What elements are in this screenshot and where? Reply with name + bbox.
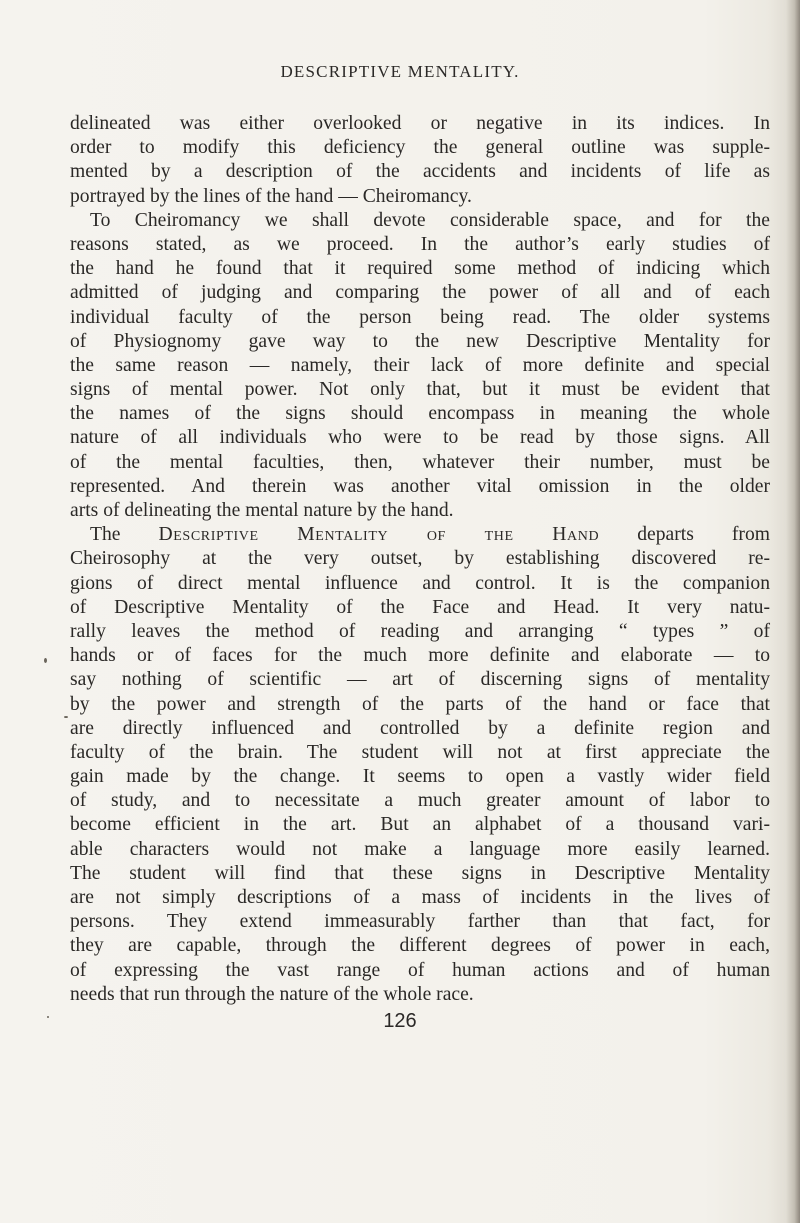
text-line: needs that run through the nature of the whole race.	[70, 983, 474, 1005]
text-line: the same reason — namely, their lack of more definite and special	[70, 354, 770, 376]
text-line: of the mental faculties, then, whatever their number, must be	[70, 451, 770, 473]
text-line: of study, and to necessitate a much greater amount of labor to	[70, 790, 770, 812]
text-line: mented by a description of the accidents and incidents of life as	[70, 161, 770, 183]
text-line: gions of direct mental influence and control. It is the companion	[70, 572, 770, 594]
text-line: are not simply descriptions of a mass of incidents in the lives of	[70, 887, 770, 908]
text-line: the hand he found that it required some method of indicing which	[70, 258, 770, 280]
text-line: rally leaves the method of reading and arranging “ types ” of	[70, 620, 770, 642]
text-line: by the power and strength of the parts of the hand or face that	[70, 693, 770, 715]
text-line: become efficient in the art. But an alphabet of a thousand vari-	[70, 814, 770, 836]
running-head: DESCRIPTIVE MENTALITY.	[280, 62, 520, 81]
text-line: delineated was either overlooked or negative in its indices. In	[70, 113, 770, 134]
text-line: The student will find that these signs in Descriptive Mentality	[70, 862, 770, 884]
text-line: hands or of faces for the much more definite and elaborate — to	[70, 645, 770, 667]
text-run: The	[90, 524, 159, 546]
text-line: reasons stated, as we proceed. In the author’s early studies of	[70, 233, 770, 255]
text-line: admitted of judging and comparing the power of all and of each	[70, 282, 770, 304]
text-line: able characters would not make a language more easily learned.	[70, 838, 770, 860]
text-line: signs of mental power. Not only that, but it must be evident that	[70, 379, 770, 401]
text-line: of Physiognomy gave way to the new Descriptive Mentality for	[70, 330, 770, 352]
text-line: represented. And therein was another vital omission in the older	[70, 475, 770, 497]
text-line: the names of the signs should encompass in meaning the whole	[70, 403, 770, 425]
text-line: faculty of the brain. The student will not at first appreciate the	[70, 741, 770, 763]
text-line: To Cheiromancy we shall devote considerable space, and for the	[90, 209, 770, 231]
text-line	[70, 523, 770, 547]
text-line: order to modify this deficiency the general outline was supple-	[70, 137, 770, 159]
text-line: individual faculty of the person being read. The older systems	[70, 306, 770, 328]
text-line: persons. They extend immeasurably farther than that fact, for	[70, 911, 770, 933]
text-run: departs from	[599, 524, 770, 546]
page-number: 126	[383, 1010, 417, 1032]
text-line: say nothing of scientific — art of discerning signs of mentality	[70, 669, 770, 691]
text-line: are directly influenced and controlled by a definite region and	[70, 717, 770, 739]
paper-speck	[64, 716, 68, 718]
text-line: arts of delineating the mental nature by the hand.	[70, 500, 454, 521]
text-line: portrayed by the lines of the hand — Cheiromancy.	[70, 185, 472, 207]
paper-speck	[44, 658, 47, 663]
body-text	[70, 112, 770, 1007]
text-line: nature of all individuals who were to be read by those signs. All	[70, 427, 770, 449]
page-edge-shadow	[786, 0, 800, 1223]
text-line: gain made by the change. It seems to open a vastly wider field	[70, 766, 770, 788]
text-line: of Descriptive Mentality of the Face and Head. It very natu-	[70, 596, 770, 618]
text-line: they are capable, through the different degrees of power in each,	[70, 935, 770, 957]
text-line: of expressing the vast range of human actions and of human	[70, 959, 770, 981]
text-line: Cheirosophy at the very outset, by establishing discovered re-	[70, 548, 770, 570]
paper-speck	[47, 1016, 49, 1018]
small-caps-title: Descriptive Mentality of the Hand	[158, 524, 600, 546]
